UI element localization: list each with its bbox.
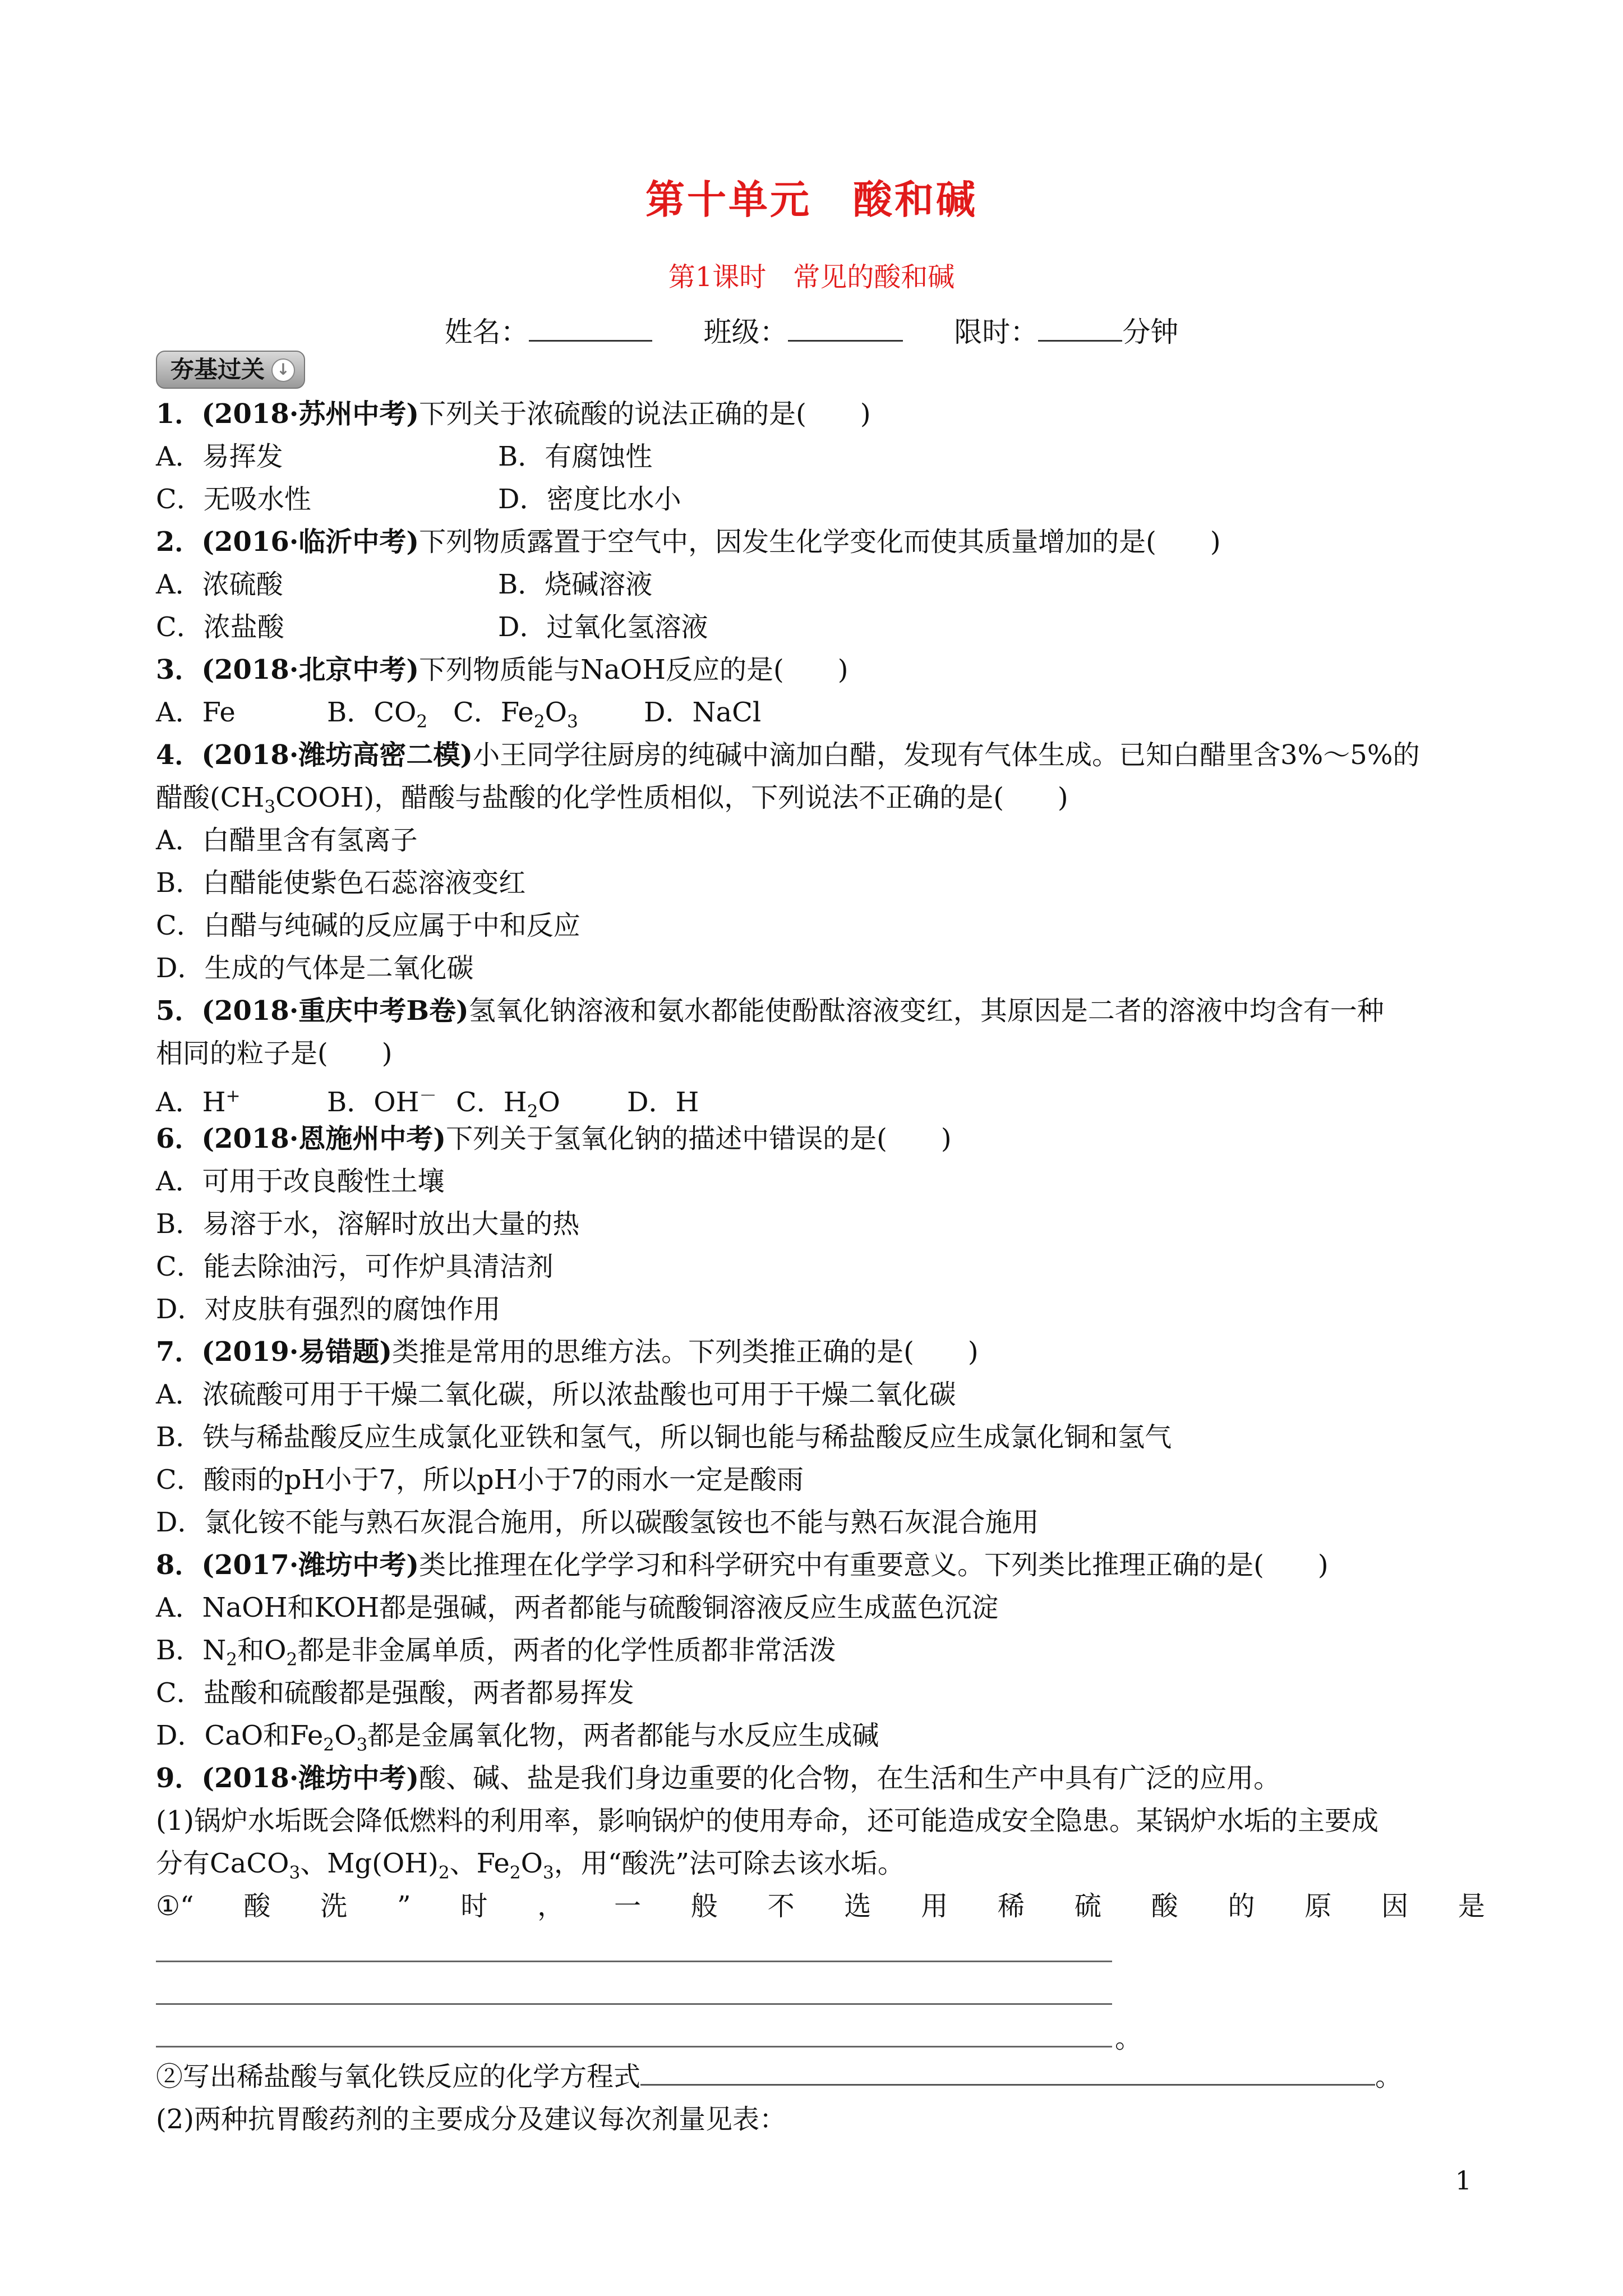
q9-sub1-char: 洗: [320, 1890, 348, 1922]
q5-option-c[interactable]: C．$H_2O$: [456, 1087, 560, 1122]
q6-option-b[interactable]: B．易溶于水，溶解时放出大量的热: [156, 1208, 580, 1240]
time-blank[interactable]: [1038, 314, 1122, 342]
q3-option-d[interactable]: D．NaCl: [644, 697, 762, 728]
name-label: 姓名：: [444, 316, 529, 348]
q9-number: 9．: [156, 1763, 202, 1794]
q9-sub1-char: ，: [537, 1890, 565, 1922]
q2-option-a[interactable]: A．浓硫酸: [156, 569, 283, 600]
q9-part1-line1: (1)锅炉水垢既会降低燃料的利用率，影响锅炉的使用寿命，还可能造成安全隐患。某锅炉水垢的主要成: [156, 1805, 1378, 1837]
q5-number: 5．: [156, 995, 202, 1027]
q3-option-a[interactable]: A．Fe: [156, 697, 236, 728]
q9-subquestion-2: ②写出稀盐酸与氧化铁反应的化学方程式 。: [156, 2055, 1485, 2098]
q5-option-a[interactable]: A．H+: [156, 1086, 241, 1118]
q9-sub1-char: 稀: [998, 1890, 1025, 1922]
q1-stem: 1．(2018·苏州中考)下列关于浓硫酸的说法正确的是( ): [156, 398, 871, 430]
q8-source: (2017·潍坊中考): [201, 1549, 419, 1581]
down-arrow-icon: ↓: [271, 358, 295, 382]
q2-options-row2: [156, 606, 1485, 648]
q9-sub1-char: ①“: [156, 1890, 194, 1922]
q9-sub1-char: 因: [1381, 1890, 1409, 1922]
q1-option-d[interactable]: D．密度比水小: [498, 484, 681, 515]
q2-source: (2016·临沂中考): [201, 526, 419, 558]
q4-stem-line1: 4．(2018·潍坊高密二模)小王同学往厨房的纯碱中滴加白醋，发现有气体生成。已知白醋里含3%～5%的: [156, 739, 1420, 771]
q9-sub1-char: 选: [844, 1890, 872, 1922]
q2-options-row1: [156, 563, 1485, 606]
q8-option-d[interactable]: D．CaO和$Fe_2O_3$都是金属氧化物，两者都能与水反应生成碱: [156, 1720, 879, 1755]
answer-line-2[interactable]: [156, 1970, 1485, 2013]
answer-line-1[interactable]: [156, 1927, 1485, 1970]
q5-option-b[interactable]: B．OH－: [327, 1086, 437, 1118]
q9-sub1-char: 酸: [243, 1890, 271, 1922]
name-blank[interactable]: [529, 314, 652, 342]
q9-sub1-char: 硫: [1074, 1890, 1101, 1922]
q9-sub1-char: 酸: [1151, 1890, 1178, 1922]
q1-option-c[interactable]: C．无吸水性: [156, 484, 311, 515]
q4-option-b[interactable]: B．白醋能使紫色石蕊溶液变红: [156, 867, 526, 899]
q1-option-a[interactable]: A．易挥发: [156, 441, 283, 472]
page-number: 1: [1455, 2165, 1472, 2196]
q6-option-a[interactable]: A．可用于改良酸性土壤: [156, 1166, 445, 1197]
q9-subquestion-1: [156, 1885, 1485, 1927]
answer-line-period: 。: [1115, 2023, 1142, 2054]
q9-sub1-char: 时: [460, 1890, 488, 1922]
equation-blank[interactable]: [640, 2056, 1375, 2086]
student-info-line: [0, 310, 1623, 350]
q8-option-a[interactable]: A．NaOH和KOH都是强碱，两者都能与硫酸铜溶液反应生成蓝色沉淀: [156, 1592, 999, 1623]
q9-part2: (2)两种抗胃酸药剂的主要成分及建议每次剂量见表：: [156, 2104, 786, 2135]
q1-option-b[interactable]: B．有腐蚀性: [498, 441, 653, 472]
q3-number: 3．: [156, 654, 202, 685]
q3-stem: 3．(2018·北京中考)下列物质能与NaOH反应的是( ): [156, 654, 849, 685]
q3-options: [156, 691, 1485, 734]
q9-sub1-char: 是: [1458, 1890, 1485, 1922]
lesson-subtitle: 第1课时 常见的酸和碱: [668, 261, 955, 293]
answer-line-3[interactable]: [156, 2013, 1485, 2055]
q7-stem: 7．(2019·易错题)类推是常用的思维方法。下列类推正确的是( ): [156, 1336, 979, 1368]
q8-option-b[interactable]: B．$N_2$和$O_2$都是非金属单质，两者的化学性质都非常活泼: [156, 1635, 836, 1670]
q5-source: (2018·重庆中考B卷): [201, 995, 469, 1027]
q7-option-b[interactable]: B．铁与稀盐酸反应生成氯化亚铁和氢气，所以铜也能与稀盐酸反应生成氯化铜和氢气: [156, 1421, 1172, 1453]
q2-stem: 2．(2016·临沂中考)下列物质露置于空气中，因发生化学变化而使其质量增加的是( ): [156, 526, 1221, 558]
q8-option-c[interactable]: C．盐酸和硫酸都是强酸，两者都易挥发: [156, 1677, 634, 1709]
q5-option-d[interactable]: D．H: [627, 1087, 699, 1118]
q8-number: 8．: [156, 1549, 202, 1581]
q9-sub1-char: 不: [767, 1890, 795, 1922]
q5-stem-line1: 5．(2018·重庆中考B卷)氢氧化钠溶液和氨水都能使酚酞溶液变红，其原因是二者的溶液中均含有一种: [156, 995, 1384, 1027]
q2-option-d[interactable]: D．过氧化氢溶液: [498, 611, 708, 643]
section-badge-label: 夯基过关: [170, 356, 265, 383]
q9-part1-line2: 分有CaCO$_3$、$Mg(OH)_2$、$Fe_2O_3$，用“酸洗”法可除去该水垢。: [156, 1848, 905, 1883]
q4-number: 4．: [156, 739, 202, 771]
q6-source: (2018·恩施州中考): [201, 1123, 446, 1154]
q5-stem-line2: 相同的粒子是( ): [156, 1038, 393, 1069]
q7-source: (2019·易错题): [201, 1336, 393, 1368]
q2-option-b[interactable]: B．烧碱溶液: [498, 569, 653, 600]
class-blank[interactable]: [788, 314, 903, 342]
q4-option-a[interactable]: A．白醋里含有氢离子: [156, 825, 418, 856]
question-list: [156, 393, 1485, 2141]
q9-sub1-char: 用: [921, 1890, 948, 1922]
q9-sub1-char: 般: [690, 1890, 718, 1922]
q4-stem-line2: 醋酸$(CH_3COOH)$，醋酸与盐酸的化学性质相似，下列说法不正确的是( ): [156, 782, 1068, 817]
class-label: 班级：: [703, 316, 788, 348]
q3-option-b[interactable]: B．$CO_2$: [327, 697, 428, 732]
q9-sub1-char: 原: [1304, 1890, 1332, 1922]
q9-source: (2018·潍坊中考): [201, 1763, 419, 1794]
section-badge: [156, 351, 305, 389]
q6-option-c[interactable]: C．能去除油污，可作炉具清洁剂: [156, 1251, 554, 1282]
unit-title: 第十单元 酸和碱: [645, 176, 978, 223]
q9-sub1-char: ”: [397, 1890, 411, 1922]
q4-option-d[interactable]: D．生成的气体是二氧化碳: [156, 953, 474, 984]
q6-stem: 6．(2018·恩施州中考)下列关于氢氧化钠的描述中错误的是( ): [156, 1123, 952, 1154]
q1-options-row1: [156, 435, 1485, 478]
q7-option-c[interactable]: C．酸雨的pH小于7，所以pH小于7的雨水一定是酸雨: [156, 1464, 804, 1496]
q7-option-d[interactable]: D．氯化铵不能与熟石灰混合施用，所以碳酸氢铵也不能与熟石灰混合施用: [156, 1507, 1039, 1538]
q7-option-a[interactable]: A．浓硫酸可用于干燥二氧化碳，所以浓盐酸也可用于干燥二氧化碳: [156, 1379, 956, 1410]
q9-sub1-char: 的: [1228, 1890, 1255, 1922]
q9-sub1-char: 一: [614, 1890, 641, 1922]
q1-number: 1．: [156, 398, 202, 430]
q7-number: 7．: [156, 1336, 202, 1368]
q2-number: 2．: [156, 526, 202, 558]
q8-stem: 8．(2017·潍坊中考)类比推理在化学学习和科学研究中有重要意义。下列类比推理正确的是( ): [156, 1549, 1329, 1581]
q5-options: [156, 1075, 1485, 1122]
q1-options-row2: [156, 478, 1485, 521]
q1-source: (2018·苏州中考): [201, 398, 419, 430]
q9-stem: 9．(2018·潍坊中考)酸、碱、盐是我们身边重要的化合物，在生活和生产中具有广泛的应用。: [156, 1763, 1281, 1794]
time-label: 限时：: [954, 316, 1039, 348]
q3-option-c[interactable]: C．$Fe_2O_3$: [453, 697, 578, 732]
q3-source: (2018·北京中考): [201, 654, 419, 685]
q4-option-c[interactable]: C．白醋与纯碱的反应属于中和反应: [156, 910, 580, 941]
q4-source: (2018·潍坊高密二模): [201, 739, 473, 771]
q2-option-c[interactable]: C．浓盐酸: [156, 611, 284, 643]
time-unit: 分钟: [1122, 316, 1179, 348]
q6-number: 6．: [156, 1123, 202, 1154]
q6-option-d[interactable]: D．对皮肤有强烈的腐蚀作用: [156, 1294, 501, 1325]
